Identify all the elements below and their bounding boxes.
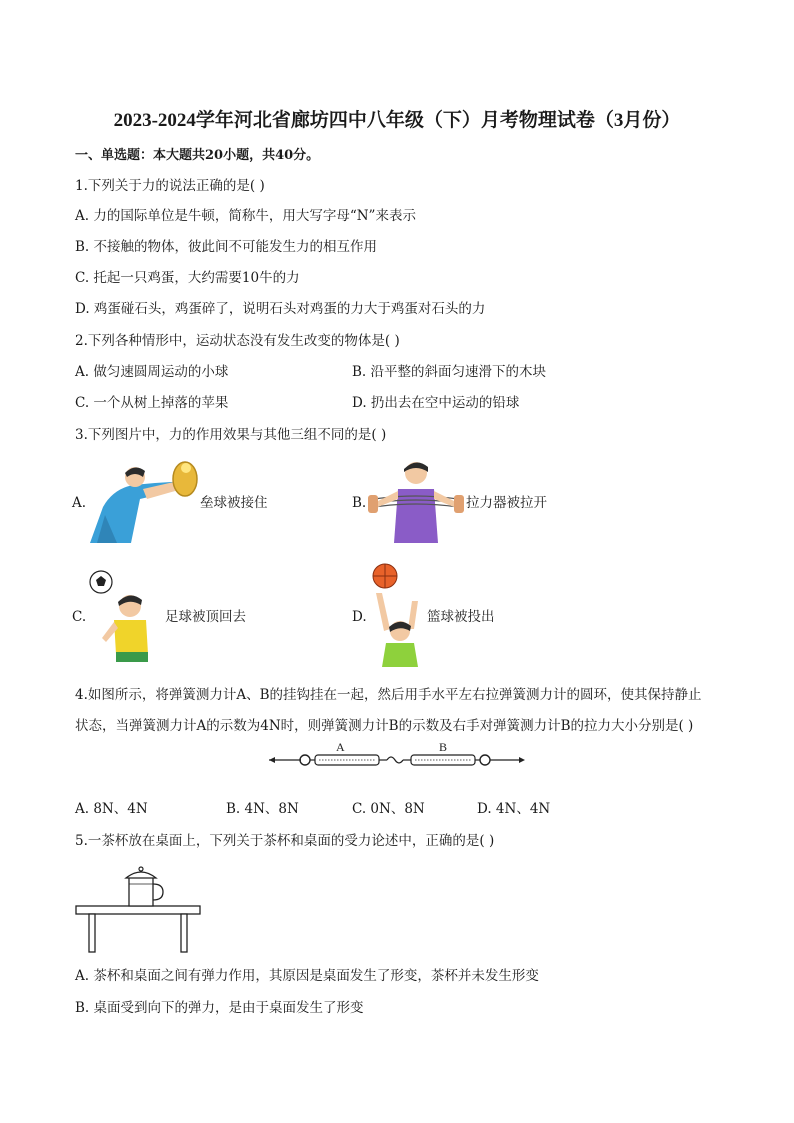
q3-option-a-caption: 垒球被接住 <box>200 495 268 511</box>
q4-option-b: B. 4N、8N <box>226 801 299 817</box>
question-4-stem-line1: 4.如图所示，将弹簧测力计A、B的挂钩挂在一起，然后用手水平左右拉弹簧测力计的圆环，使其保持静止 <box>75 687 702 703</box>
q2-option-d: D. 扔出去在空中运动的铅球 <box>352 395 520 411</box>
q3-option-c-caption: 足球被顶回去 <box>165 609 246 625</box>
q1-option-d: D. 鸡蛋碰石头，鸡蛋碎了，说明石头对鸡蛋的力大于鸡蛋对石头的力 <box>75 301 486 317</box>
q4-option-a: A. 8N、4N <box>75 801 148 817</box>
q3-option-d-letter: D. <box>352 609 367 625</box>
question-5-stem: 5.一茶杯放在桌面上，下列关于茶杯和桌面的受力论述中，正确的是( ) <box>75 833 495 849</box>
scale-a-label: A <box>336 740 345 754</box>
q3-option-a-letter: A. <box>72 495 87 511</box>
q1-option-c: C. 托起一只鸡蛋，大约需要10牛的力 <box>75 270 300 286</box>
chest-expander-illustration <box>366 457 466 543</box>
teacup-on-table-diagram <box>72 862 204 954</box>
q3-option-d-caption: 篮球被投出 <box>427 609 495 625</box>
q2-option-c: C. 一个从树上掉落的苹果 <box>75 395 229 411</box>
q3-option-b-letter: B. <box>352 495 367 511</box>
spring-scales-diagram <box>265 738 529 772</box>
basketball-shot-illustration <box>368 563 430 667</box>
q1-option-a: A. 力的国际单位是牛顿，简称牛，用大写字母“N”来表示 <box>75 208 416 224</box>
q2-option-b: B. 沿平整的斜面匀速滑下的木块 <box>352 364 547 380</box>
section-heading: 一、单选题：本大题共20小题，共40分。 <box>75 148 320 163</box>
scale-b-label: B <box>439 740 448 754</box>
q3-option-b-caption: 拉力器被拉开 <box>466 495 547 511</box>
q4-option-d: D. 4N、4N <box>477 801 551 817</box>
q1-option-b: B. 不接触的物体，彼此间不可能发生力的相互作用 <box>75 239 378 255</box>
q3-option-c-letter: C. <box>72 609 87 625</box>
soccer-header-illustration <box>88 568 163 664</box>
q4-option-c: C. 0N、8N <box>352 801 425 817</box>
q5-option-a: A. 茶杯和桌面之间有弹力作用，其原因是桌面发生了形变，茶杯并未发生形变 <box>75 968 539 984</box>
question-2-stem: 2.下列各种情形中，运动状态没有发生改变的物体是( ) <box>75 333 400 349</box>
question-4-stem-line2: 状态，当弹簧测力计A的示数为4N时，则弹簧测力计B的示数及右手对弹簧测力计B的拉力大小分别是( ) <box>75 718 694 734</box>
question-3-stem: 3.下列图片中，力的作用效果与其他三组不同的是( ) <box>75 427 387 443</box>
page-title: 2023-2024学年河北省廊坊四中八年级（下）月考物理试卷（3月份） <box>113 110 681 131</box>
q5-option-b: B. 桌面受到向下的弹力，是由于桌面发生了形变 <box>75 1000 364 1016</box>
question-1-stem: 1.下列关于力的说法正确的是( ) <box>75 178 265 194</box>
q2-option-a: A. 做匀速圆周运动的小球 <box>75 364 229 380</box>
softball-catch-illustration <box>85 455 200 545</box>
